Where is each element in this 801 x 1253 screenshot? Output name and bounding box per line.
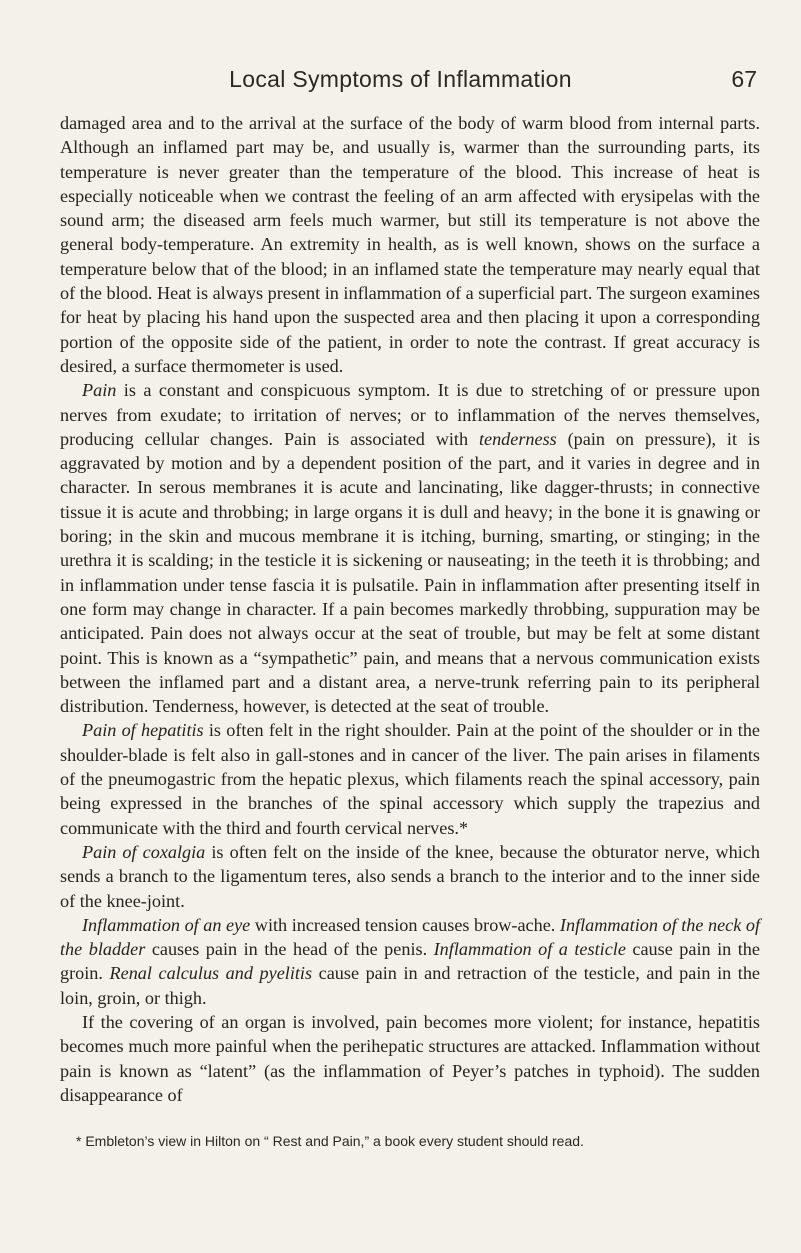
term-tenderness: tenderness (478, 428, 557, 449)
footnote: * Embleton’s view in Hilton on “ Rest and Pain,” a book every student should read. (76, 1133, 584, 1149)
paragraph-text: causes pain in the head of the penis. (145, 939, 434, 960)
term-inflammation-of-testicle: Inflammation of a testicle (433, 939, 626, 960)
paragraph-hepatitis (60, 718, 760, 839)
paragraph-text: is often felt in the right shoulder. Pain at the point of the shoulder or in the shoulder-blade is felt also in gall-stones and in cancer of the liver. The pain arises in filaments of the pneumogastric from the hepatic plexus, which filaments reach the spinal accessory, pain being expressed in the branches of the spinal accessory which supply the trapezius and communicate with the third and fourth cervical nerves.* (60, 720, 760, 838)
paragraph-referred-pain (60, 913, 760, 1010)
page-number: 67 (731, 66, 757, 92)
paragraph-coxalgia (60, 840, 760, 913)
paragraph-latent (60, 1010, 760, 1107)
paragraph-text: damaged area and to the arrival at the surface of the body of warm blood from internal parts. Although an inflamed part may be, and usually is, warmer than the surrounding parts, its temperature is never greater than the temperature of the blood. This increase of heat is especially noticeable when we contrast the feeling of an arm affected with erysipelas with the sound arm; the diseased arm feels much warmer, but still its temperature is not above the general body-temperature. An extremity in health, as is well known, shows on the surface a temperature below that of the blood; in an inflamed state the temperature may nearly equal that of the blood. Heat is always present in inflammation of a superficial part. The surgeon examines for heat by placing his hand upon the suspected area and then placing it upon a corresponding portion of the opposite side of the patient, in order to note the contrast. If great accuracy is desired, a surface thermometer is used. (60, 113, 760, 376)
paragraph-pain (60, 378, 760, 718)
term-pain-of-coxalgia: Pain of coxalgia (82, 841, 206, 862)
running-head (0, 66, 801, 98)
paragraph-text: cause pain in and retraction of the testicle, and pain in the loin, groin, or thigh. (60, 963, 760, 1008)
term-inflammation-of-eye: Inflammation of an eye (82, 914, 251, 935)
body-text (60, 111, 760, 1107)
term-renal-calculus: Renal calculus and pyelitis (109, 963, 313, 984)
paragraph-text: If the covering of an organ is involved, pain becomes more violent; for instance, hepatitis becomes much more painful when the perihepatic structures are attacked. Inflammation without pain is known as “latent” (as the inflammation of Peyer’s patches in typhoid). The sudden disappearance of (60, 1011, 760, 1105)
paragraph-text: cause pain in the groin. (60, 939, 760, 984)
term-pain: Pain (82, 380, 117, 401)
running-title: Local Symptoms of Inflammation (229, 66, 572, 92)
paragraph-text: is a constant and conspicuous symptom. It is due to stretching of or pressure upon nerves from exudate; to irritation of nerves; or to inflammation of the nerves themselves, producing cellular changes. Pain is associated with (60, 380, 760, 449)
paragraph-heat (60, 111, 760, 378)
term-pain-of-hepatitis: Pain of hepatitis (82, 720, 204, 741)
paragraph-text: with increased tension causes brow-ache. (250, 914, 560, 935)
term-inflammation-of-bladder-neck: Inflammation of the neck of the bladder (60, 914, 760, 960)
paragraph-text: (pain on pressure), it is aggravated by motion and by a dependent position of the part, and it varies in degree and in character. In serous membranes it is acute and lancinating, like dagger-thrusts; in connective tissue it is acute and throbbing; in large organs it is dull and heavy; in the bone it is gnawing or boring; in the skin and mucous membrane it is itching, burning, smarting, or stinging; in the urethra it is scalding; in the testicle it is sickening or nauseating; in the teeth it is throbbing; and in inflammation under tense fascia it is pulsatile. Pain in inflammation after presenting itself in one form may change in character. If a pain becomes markedly throbbing, suppuration may be anticipated. Pain does not always occur at the seat of trouble, but may be felt at some distant point. This is known as a “sympathetic” pain, and means that a nervous communication exists between the inflamed part and a distant area, a nerve-trunk referring pain to its peripheral distribution. Tenderness, however, is detected at the seat of trouble. (60, 428, 761, 717)
paragraph-text: is often felt on the inside of the knee, because the obturator nerve, which sends a branch to the ligamentum teres, also sends a branch to the interior and to the inner side of the knee-joint. (60, 841, 760, 911)
